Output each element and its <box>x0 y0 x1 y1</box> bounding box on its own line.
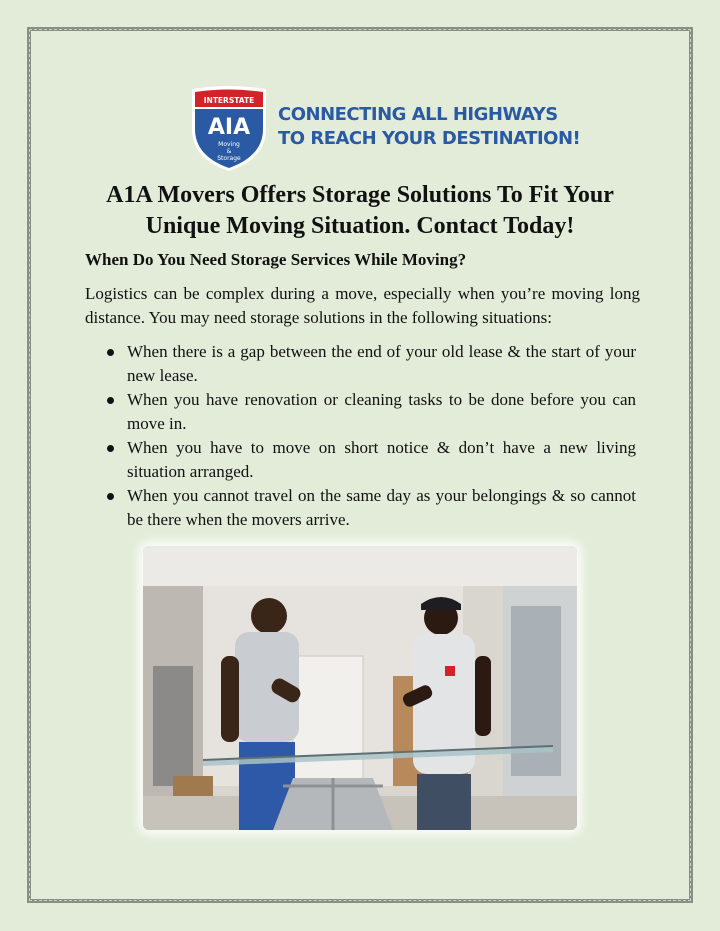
badge-sub-text: & <box>226 148 232 155</box>
bullet-icon <box>107 445 114 452</box>
list-item-text: When you have to move on short notice & don’t have a new living situation arranged. <box>127 438 636 481</box>
list-item <box>85 388 636 436</box>
list-item-text: When you have renovation or cleaning tasks to be done before you can move in. <box>127 390 636 433</box>
page-title: A1A Movers Offers Storage Solutions To Fit Your Unique Moving Situation. Contact Today! <box>106 182 614 239</box>
list-item-text: When you cannot travel on the same day as your belongings & so cannot be there when the movers arrive. <box>127 486 636 529</box>
company-logo <box>188 85 581 173</box>
bullet-icon <box>107 397 114 404</box>
list-item <box>85 340 636 388</box>
tagline-line-2: TO REACH YOUR DESTINATION! <box>278 128 581 149</box>
list-item <box>85 436 636 484</box>
bullet-icon <box>107 493 114 500</box>
logo-tagline <box>278 103 580 151</box>
badge-main-text: AIA <box>207 115 251 140</box>
badge-top-text: INTERSTATE <box>203 96 255 105</box>
badge-sub-text: Moving <box>218 141 240 148</box>
situations-list <box>85 340 636 532</box>
intro-paragraph: Logistics can be complex during a move, especially when you’re moving long distance. You may need storage solutions in the following situations: <box>85 284 640 327</box>
movers-illustration <box>143 546 577 830</box>
list-item <box>85 484 636 532</box>
badge-sub-text: Storage <box>217 155 241 162</box>
movers-photo <box>143 546 577 830</box>
tagline-line-1: CONNECTING ALL HIGHWAYS <box>278 104 558 125</box>
list-item-text: When there is a gap between the end of your old lease & the start of your new lease. <box>127 342 636 385</box>
interstate-shield-icon <box>188 85 270 173</box>
section-heading: When Do You Need Storage Services While Moving? <box>85 250 467 269</box>
bullet-icon <box>107 349 114 356</box>
